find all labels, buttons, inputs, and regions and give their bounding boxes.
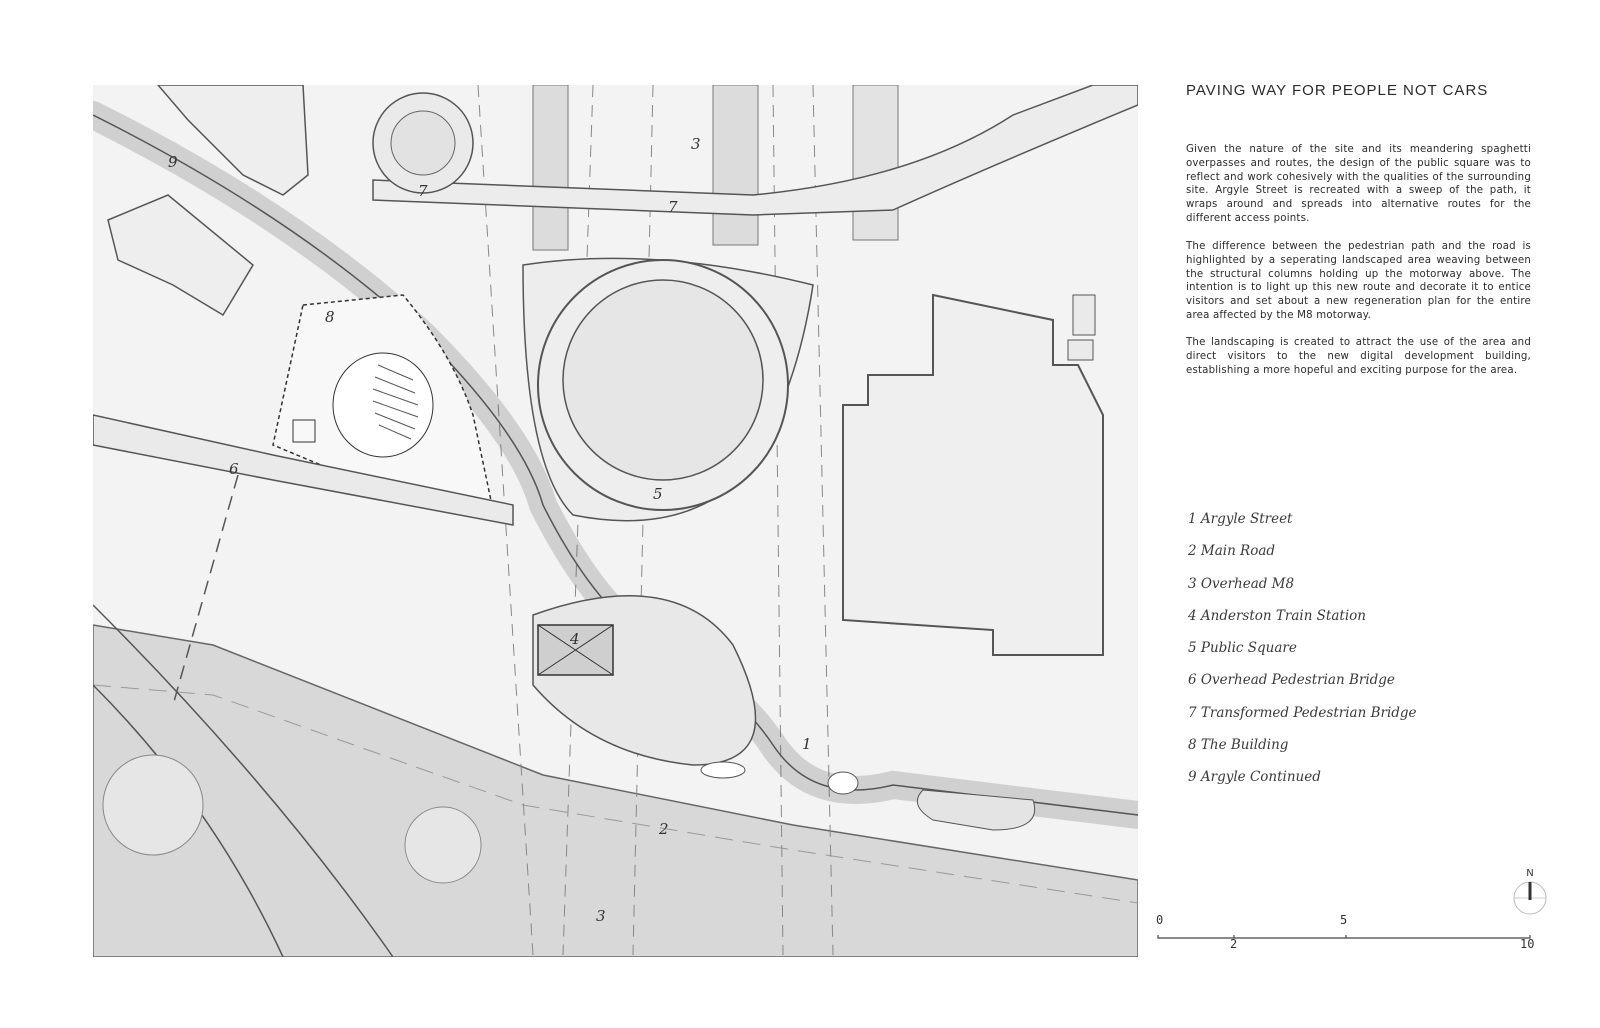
north-label: N	[1526, 868, 1534, 879]
map-label-5: 5	[653, 485, 663, 503]
description-paragraph-1: Given the nature of the site and its meandering spaghetti overpasses and routes, the design of the public square was to reflect and work cohesively with the qualities of the surrounding site. Argyle Street is recreated with a sweep of the path, it wraps around and spreads into alternative routes for the different access points.	[1186, 144, 1531, 224]
m8-strip-c	[853, 85, 898, 240]
houses	[108, 85, 308, 315]
legend-item: 8 The Building	[1188, 737, 1289, 754]
map-label-9: 9	[168, 153, 178, 171]
m8-strip-b	[713, 85, 758, 245]
site-plan-map	[93, 85, 1138, 957]
scale-label-0: 0	[1156, 915, 1164, 927]
legend-item: 6 Overhead Pedestrian Bridge	[1188, 672, 1395, 689]
planter-a	[828, 772, 858, 794]
map-label-3-top: 3	[691, 135, 701, 153]
page-title: PAVING WAY FOR PEOPLE NOT CARS	[1186, 82, 1489, 99]
legend-list	[1188, 511, 1417, 802]
north-arrow-icon	[1510, 866, 1550, 916]
site-plan-drawing	[93, 85, 1138, 957]
scale-label-10: 10	[1520, 937, 1535, 951]
description-paragraph-2: The difference between the pedestrian path and the road is highlighted by a seperating landscaped area weaving between the structural columns holding up the motorway above. The intention is to light up this new route and decorate it to entice visitors and set about a new regeneration plan for the entire area affected by the M8 motorway.	[1186, 241, 1531, 321]
roundabout-island	[391, 111, 455, 175]
tree-b	[405, 807, 481, 883]
legend-item: 9 Argyle Continued	[1188, 769, 1321, 786]
adjacent-building	[843, 295, 1103, 655]
map-label-8: 8	[325, 308, 335, 326]
legend-item: 3 Overhead M8	[1188, 575, 1295, 592]
scale-label-2: 2	[1230, 937, 1238, 951]
map-label-4: 4	[570, 630, 580, 648]
map-label-7-left: 7	[418, 182, 428, 200]
map-label-1: 1	[802, 735, 812, 753]
planter-c	[701, 762, 745, 778]
station-lens	[533, 596, 756, 765]
annex-a	[1073, 295, 1095, 335]
annex-b	[1068, 340, 1093, 360]
description-paragraph-3: The landscaping is created to attract the use of the area and direct visitors to the new digital development building, establishing a more hopeful and exciting purpose for the area.	[1186, 337, 1531, 376]
map-label-7-right: 7	[668, 198, 678, 216]
map-label-3-bottom: 3	[596, 907, 606, 925]
legend-item: 7 Transformed Pedestrian Bridge	[1188, 704, 1417, 721]
map-label-6: 6	[229, 460, 239, 478]
map-label-2: 2	[659, 820, 669, 838]
legend-item: 4 Anderston Train Station	[1188, 607, 1366, 624]
m8-strip-a	[533, 85, 568, 250]
legend-item: 5 Public Square	[1188, 640, 1297, 657]
legend-item: 2 Main Road	[1188, 543, 1276, 560]
scale-bar	[1150, 915, 1550, 965]
public-square-inner	[563, 280, 763, 480]
scale-label-5: 5	[1340, 915, 1348, 927]
legend-item: 1 Argyle Street	[1188, 511, 1293, 527]
tree-a	[103, 755, 203, 855]
